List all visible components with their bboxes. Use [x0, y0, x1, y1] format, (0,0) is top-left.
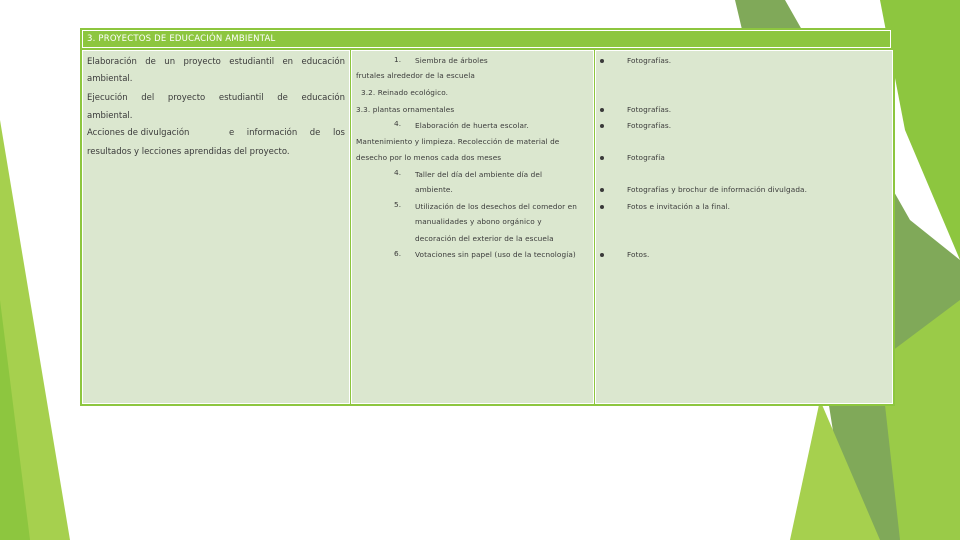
evidence-7: Fotos.: [627, 250, 650, 259]
item-4-text: Elaboración de huerta escolar.: [415, 121, 529, 130]
evidence-4: Fotografía: [627, 153, 665, 162]
actions-cell: [351, 50, 594, 404]
activity-3-line-2: resultados y lecciones aprendidas del proyecto.: [87, 147, 290, 157]
projects-table: [80, 28, 895, 406]
table-title: 3. PROYECTOS DE EDUCACIÓN AMBIENTAL: [87, 34, 276, 44]
activity-2-line-1: Ejecución del proyecto estudiantil de educación: [87, 93, 345, 103]
bullet-icon: [600, 205, 604, 209]
bullet-icon: [600, 124, 604, 128]
item-5-number: 4.: [394, 168, 402, 177]
item-6-number: 5.: [394, 200, 402, 209]
item-1-number: 1.: [394, 55, 402, 64]
evidence-3: Fotografías.: [627, 121, 672, 130]
item-4-continuation-1: Mantenimiento y limpieza. Recolección de material de: [356, 137, 560, 146]
evidence-2: Fotografías.: [627, 105, 672, 114]
evidence-6: Fotos e invitación a la final.: [627, 202, 731, 211]
item-4-continuation-2: desecho por lo menos cada dos meses: [356, 153, 502, 162]
item-4-number: 4.: [394, 119, 402, 128]
item-2-text: 3.2. Reinado ecológico.: [361, 88, 449, 97]
activity-1-line-1: Elaboración de un proyecto estudiantil en educación: [87, 57, 345, 67]
bullet-icon: [600, 108, 604, 112]
activities-cell: [82, 50, 350, 404]
item-5-continuation: ambiente.: [415, 185, 453, 194]
item-7-number: 6.: [394, 249, 402, 258]
item-6-continuation-2: decoración del exterior de la escuela: [415, 234, 554, 243]
bullet-icon: [600, 59, 604, 63]
item-6-continuation-1: manualidades y abono orgánico y: [415, 217, 542, 226]
evidence-5: Fotografías y brochur de información divulgada.: [627, 185, 808, 194]
activity-3-line-1a: Acciones de divulgación: [87, 128, 190, 138]
activity-1-line-2: ambiental.: [87, 74, 133, 84]
table-header: [82, 30, 891, 48]
item-5-text: Taller del día del ambiente día del: [415, 170, 543, 179]
item-3-text: 3.3. plantas ornamentales: [356, 105, 455, 114]
item-7-text: Votaciones sin papel (uso de la tecnología): [415, 250, 576, 259]
activity-3-line-1b: e información de los: [229, 128, 345, 138]
evidence-cell: [595, 50, 893, 404]
bullet-icon: [600, 253, 604, 257]
item-1-text: Siembra de árboles: [415, 56, 488, 65]
item-1-continuation: frutales alrededor de la escuela: [356, 71, 475, 80]
item-6-text: Utilización de los desechos del comedor en: [415, 202, 577, 211]
activity-2-line-2: ambiental.: [87, 111, 133, 121]
bullet-icon: [600, 188, 604, 192]
evidence-1: Fotografías.: [627, 56, 672, 65]
left-green-decoration: [0, 0, 90, 540]
bullet-icon: [600, 156, 604, 160]
